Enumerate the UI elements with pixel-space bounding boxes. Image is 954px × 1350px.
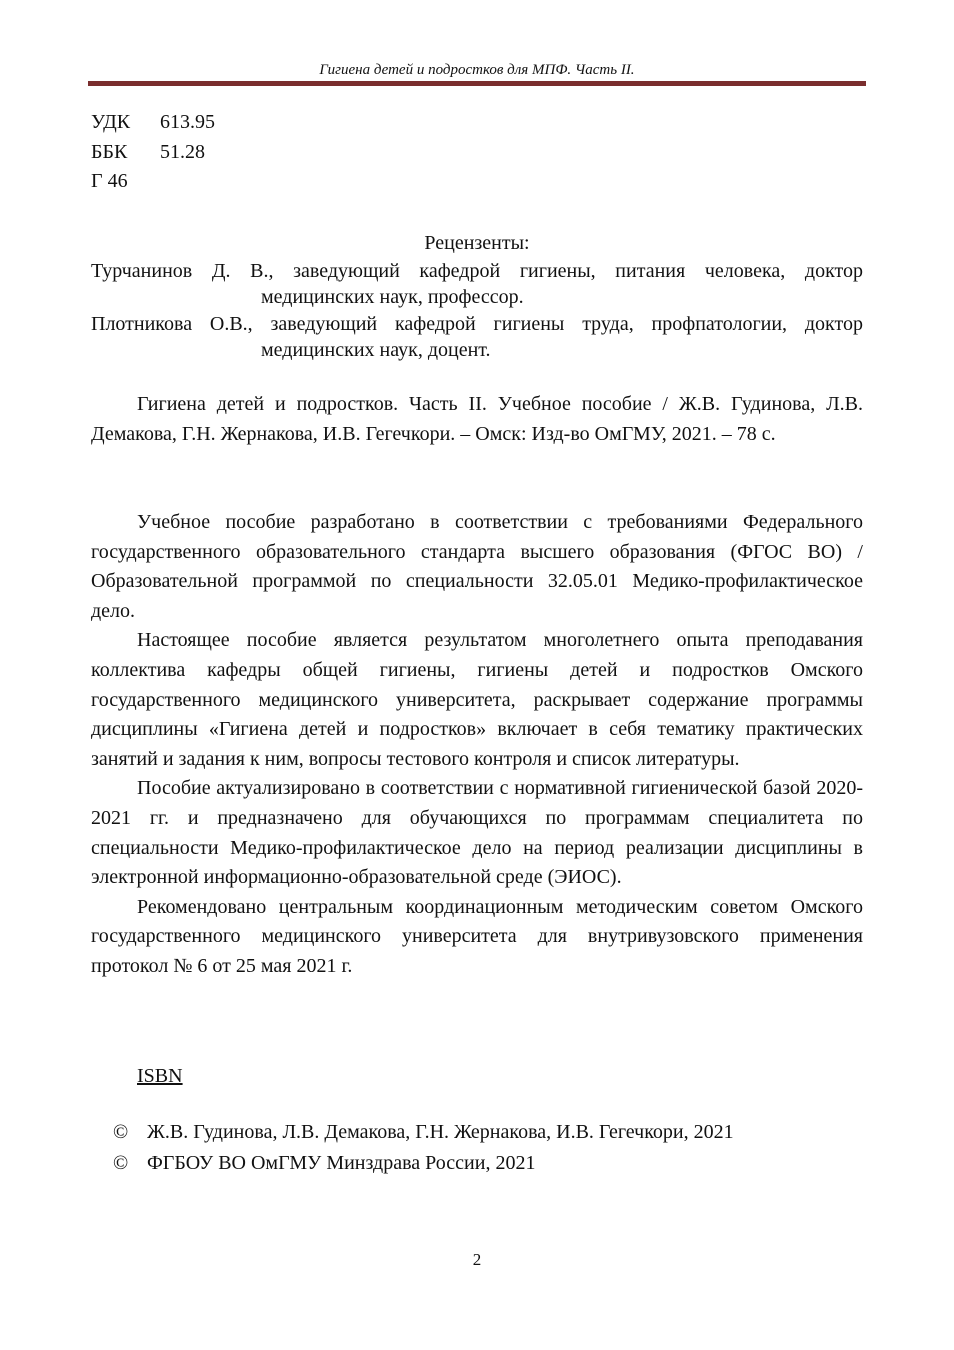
annotation	[91, 508, 863, 982]
copyright-line	[113, 1148, 734, 1179]
reviewer-entry: Турчанинов Д. В., заведующий кафедрой гигиены, питания человека, доктор медицинских наук, профессор.	[91, 260, 863, 308]
classification-value: 51.28	[160, 140, 205, 163]
copyright-icon: ©	[113, 1151, 129, 1174]
isbn-label: ISBN	[137, 1065, 183, 1087]
reviewer-entry: Плотникова О.В., заведующий кафедрой гигиены труда, профпатологии, доктор медицинских наук, доцент.	[91, 313, 863, 361]
copyright-text: Ж.В. Гудинова, Л.В. Демакова, Г.Н. Жернакова, И.В. Гегечкори, 2021	[147, 1121, 734, 1143]
classification-row-author-sign	[91, 167, 215, 197]
bibliographic-record-text: Гигиена детей и подростков. Часть II. Учебное пособие / Ж.В. Гудинова, Л.В. Демакова, Г.Н. Жернакова, И.В. Гегечкори. – Омск: Изд-во ОмГМУ, 2021. – 78 с.	[91, 393, 863, 445]
classification-row-bbk	[91, 138, 215, 168]
copyright-block	[113, 1117, 734, 1178]
page-number: 2	[472, 1250, 482, 1269]
annotation-paragraph: Рекомендовано центральным координационным методическим советом Омского государственного медицинского университета для внутривузовского применения протокол № 6 от 25 мая 2021 г.	[91, 895, 863, 977]
classification-key: УДК	[91, 111, 131, 133]
copyright-line	[113, 1117, 734, 1148]
copyright-text: ФГБОУ ВО ОмГМУ Минздрава России, 2021	[147, 1151, 536, 1174]
running-header: Гигиена детей и подростков для МПФ. Часть II.	[319, 62, 635, 78]
annotation-paragraph: Учебное пособие разработано в соответствии с требованиями Федерального государственного образовательного стандарта высшего образования (ФГОС ВО) / Образовательной программой по специальности 32.05.01 Медико-профилактическое дело.	[91, 511, 863, 622]
bibliographic-record	[91, 390, 863, 449]
classification-block	[91, 108, 215, 197]
classification-row-udk	[91, 108, 215, 138]
header-rule	[88, 81, 866, 86]
annotation-paragraph: Пособие актуализировано в соответствии с нормативной гигиенической базой 2020-2021 гг. и предназначено для обучающихся по программам специалитета по специальности Медико-профилактическое дело на период реализации дисциплины в электронной информационно-образовательной среде (ЭИОС).	[91, 777, 863, 889]
classification-value: 613.95	[160, 111, 215, 133]
classification-key: Г 46	[91, 170, 128, 192]
annotation-paragraph: Настоящее пособие является результатом многолетнего опыта преподавания коллектива кафедры общей гигиены, гигиены детей и подростков Омского государственного медицинского университета, раскрывает содержание программы дисциплины «Гигиена детей и подростков» включает в себя тематику практических занятий и задания к ним, вопросы тестового контроля и список литературы.	[91, 629, 863, 770]
reviewers-title: Рецензенты:	[424, 232, 530, 254]
copyright-icon: ©	[113, 1121, 129, 1143]
reviewers-list	[91, 258, 863, 364]
classification-key: ББК	[91, 140, 128, 163]
